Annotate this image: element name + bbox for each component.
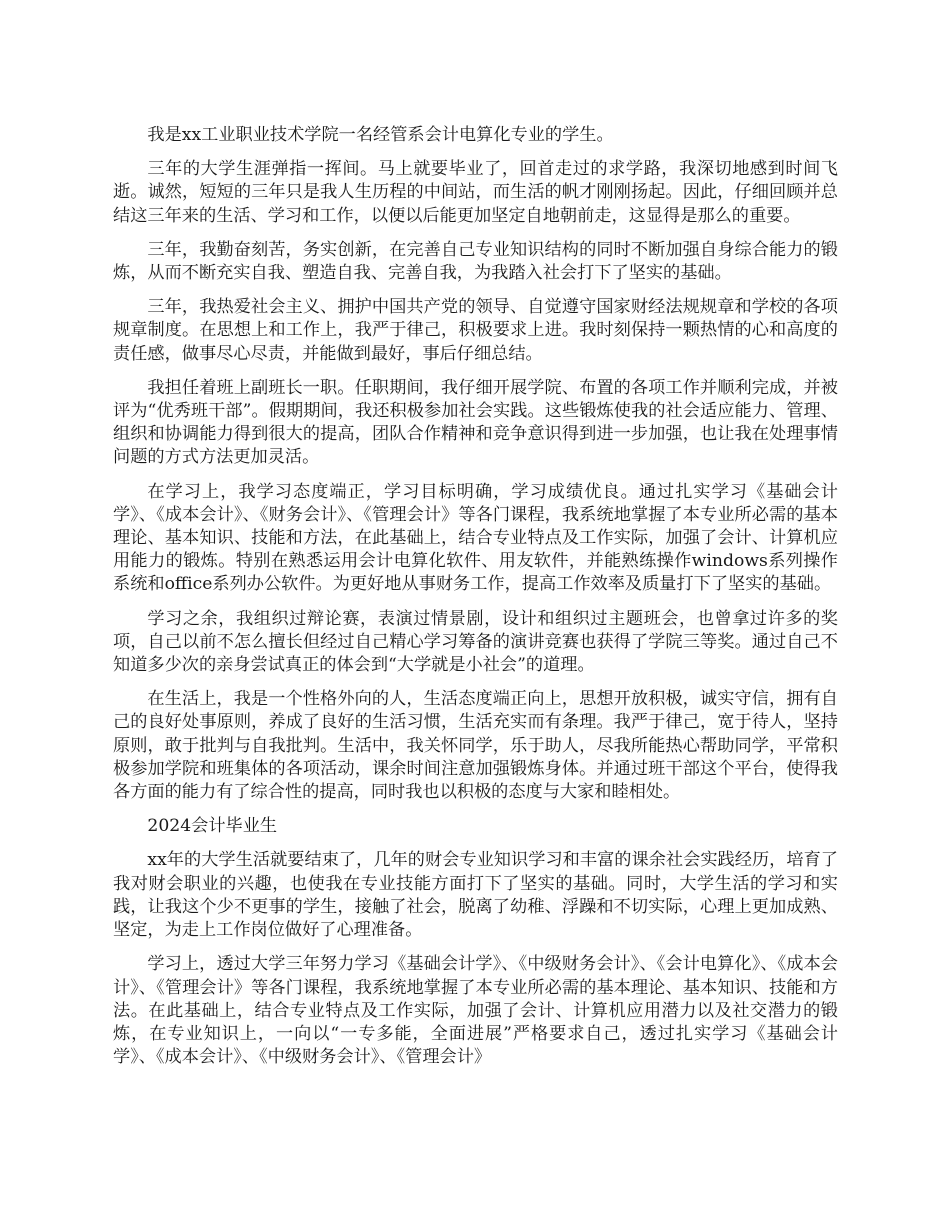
document-body [113,124,838,1080]
paragraph-6: 在学习上，我学习态度端正，学习目标明确，学习成绩优良。通过扎实学习《基础会计学》、《成本会计》、《财务会计》、《管理会计》等各门课程，我系统地掌握了本专业所必需的基本理论、基本知识、技能和方法，在此基础上，结合专业特点及工作实际，加强了会计、计算机应用能力的锻炼。特别在熟悉运用会计电算化软件、用友软件，并能熟练操作windows系列操作系统和office系列办公软件。为更好地从事财务工作，提高工作效率及质量打下了坚实的基础。 [113,481,838,595]
paragraph-9: xx年的大学生活就要结束了，几年的财会专业知识学习和丰富的课余社会实践经历，培育了我对财会职业的兴趣，也使我在专业技能方面打下了坚实的基础。同时，大学生活的学习和实践，让我这个少不更事的学生，接触了社会，脱离了幼稚、浮躁和不切实际，心理上更加成熟、坚定，为走上工作岗位做好了心理准备。 [113,850,838,941]
paragraph-1: 我是xx工业职业技术学院一名经管系会计电算化专业的学生。 [147,125,614,145]
paragraph-4: 三年，我热爱社会主义、拥护中国共产党的领导、自觉遵守国家财经法规规章和学校的各项规章制度。在思想上和工作上，我严于律己，积极要求上进。我时刻保持一颗热情的心和高度的责任感，做事尽心尽责，并能做到最好，事后仔细总结。 [113,297,838,364]
section-heading: 2024会计毕业生 [147,816,278,837]
paragraph-10: 学习上，透过大学三年努力学习《基础会计学》、《中级财务会计》、《会计电算化》、《成本会计》、《管理会计》等各门课程，我系统地掌握了本专业所必需的基本理论、基本知识、技能和方法。在此基础上，结合专业特点及工作实际，加强了会计、计算机应用潜力以及社交潜力的锻炼，在专业知识上，一向以“一专多能，全面进展”严格要求自己，透过扎实学习《基础会计学》、《成本会计》、《中级财务会计》、《管理会计》 [113,954,838,1068]
paragraph-5: 我担任着班上副班长一职。任职期间，我仔细开展学院、布置的各项工作并顺利完成，并被评为“优秀班干部”。假期期间，我还积极参加社会实践。这些锻炼使我的社会适应能力、管理、组织和协调能力得到很大的提高，团队合作精神和竞争意识得到进一步加强，也让我在处理事情问题的方式方法更加灵活。 [113,377,838,468]
paragraph-7: 学习之余，我组织过辩论赛，表演过情景剧，设计和组织过主题班会，也曾拿过许多的奖项，自己以前不怎么擅长但经过自己精心学习筹备的演讲竞赛也获得了学院三等奖。通过自己不知道多少次的亲身尝试真正的体会到“大学就是小社会”的道理。 [113,608,838,676]
paragraph-2: 三年的大学生涯弹指一挥间。马上就要毕业了，回首走过的求学路，我深切地感到时间飞逝。诚然，短短的三年只是我人生历程的中间站，而生活的帆才刚刚扬起。因此，仔细回顾并总结这三年来的生活、学习和工作，以便以后能更加坚定自地朝前走，这显得是那么的重要。 [113,159,838,226]
paragraph-3: 三年，我勤奋刻苦，务实创新，在完善自己专业知识结构的同时不断加强自身综合能力的锻炼，从而不断充实自我、塑造自我、完善自我，为我踏入社会打下了坚实的基础。 [113,239,838,284]
paragraph-8: 在生活上，我是一个性格外向的人，生活态度端正向上，思想开放积极，诚实守信，拥有自己的良好处事原则，养成了良好的生活习惯，生活充实而有条理。我严于律己，宽于待人，坚持原则，敢于批判与自我批判。生活中，我关怀同学，乐于助人，尽我所能热心帮助同学，平常积极参加学院和班集体的各项活动，课余时间注意加强锻炼身体。并通过班干部这个平台，使得我各方面的能力有了综合性的提高，同时我也以积极的态度与大家和睦相处。 [113,689,838,803]
